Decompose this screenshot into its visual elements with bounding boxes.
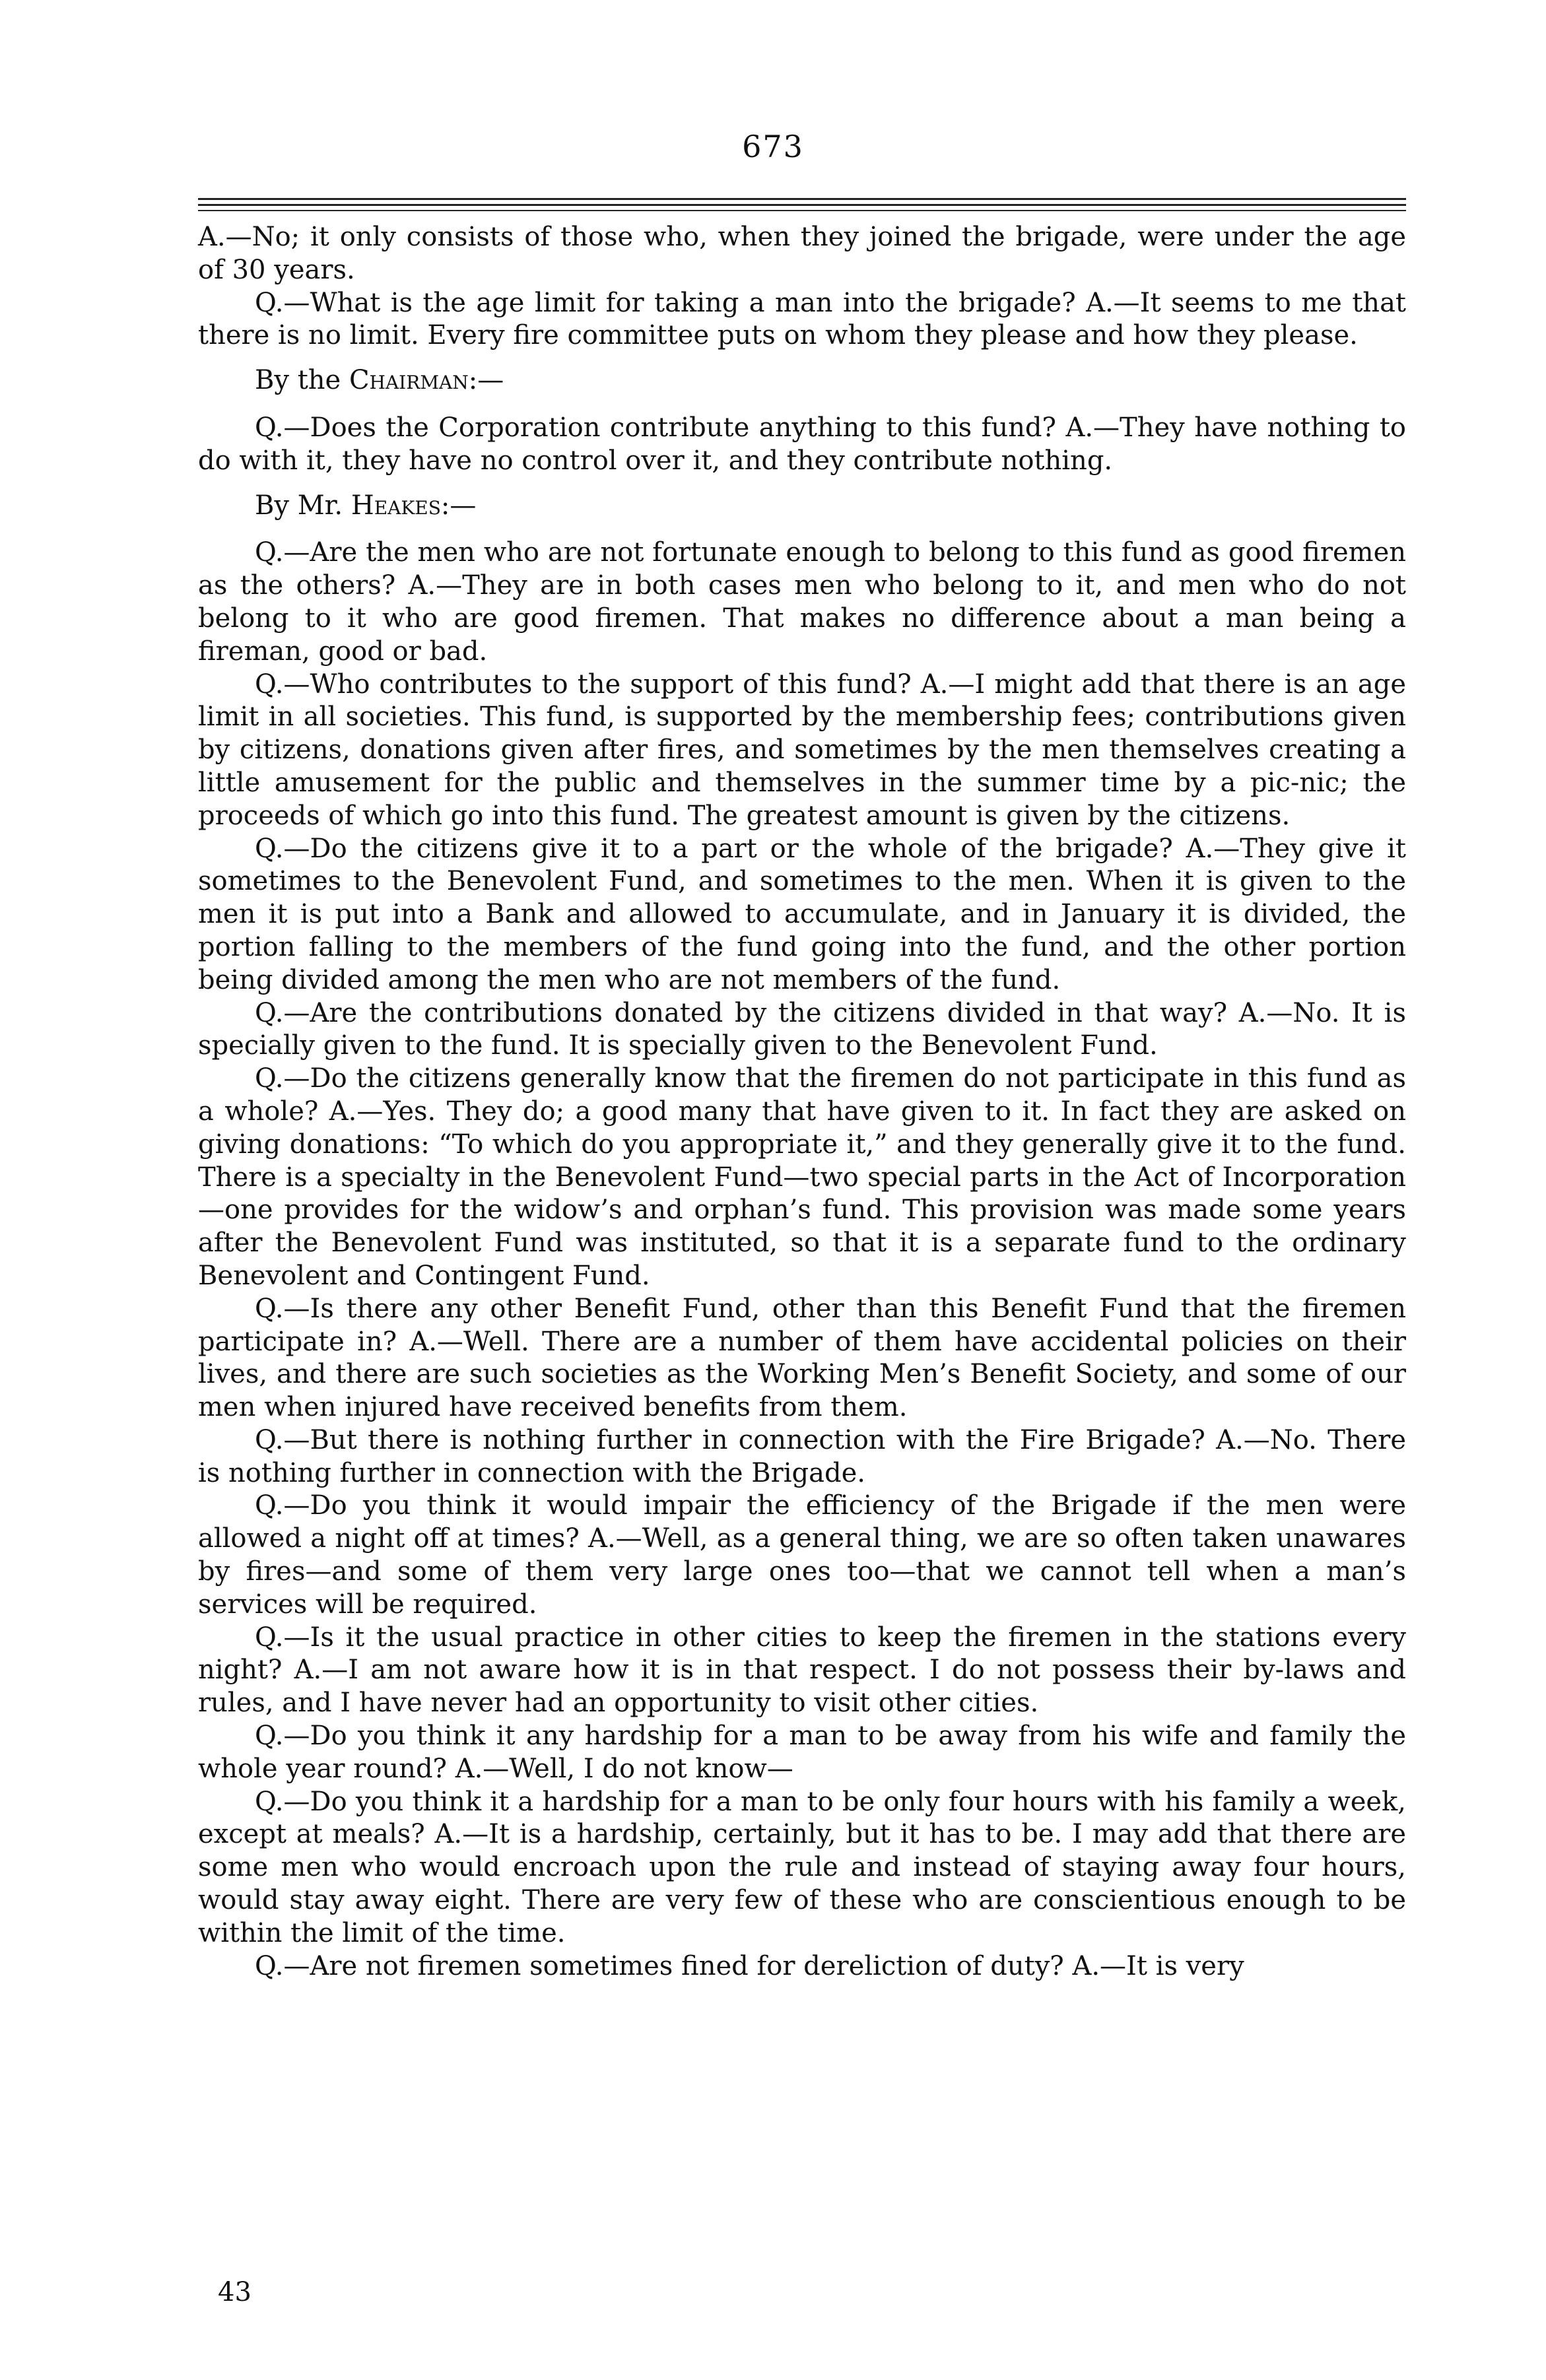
signature-mark: 43 [218,2277,252,2307]
paragraph: Q.—Do the citizens give it to a part or the whole of the brigade? A.—They give it sometimes to the Benevolent Fund, and sometimes to the men. When it is given to the men it is put into a Bank and allowed to accumulate, and in January it is divided, the portion falling to the members of the fund going into the fund, and the other portion being divided among the men who are not members of the fund. [198,833,1406,995]
paragraph: Q.—What is the age limit for taking a man into the brigade? A.—It seems to me that there is no limit. Every fire committee puts on whom they please and how they please. [198,287,1406,351]
header-rule [198,198,1406,213]
paragraph: Q.—Do you think it would impair the efficiency of the Brigade if the men were allowed a night off at times? A.—Well, as a general thing, we are so often taken unawares by fires—and some of them very large ones too—that we cannot tell when a man’s services will be required. [198,1490,1406,1620]
paragraph: Q.—Is there any other Benefit Fund, other than this Benefit Fund that the firemen participate in? A.—Well. There are a number of them have accidental policies on their lives, and there are such societies as the Working Men’s Benefit Society, and some of our men when injured have received benefits from them. [198,1293,1406,1423]
paragraph: Q.—Do you think it a hardship for a man to be only four hours with his family a week, except at meals? A.—It is a hardship, certainly, but it has to be. I may add that there are some men who would encroach upon the rule and instead of staying away four hours, would stay away eight. There are very few of these who are conscientious enough to be within the limit of the time. [198,1786,1406,1948]
paragraph: Q.—Is it the usual practice in other cities to keep the firemen in the stations every night? A.—I am not aware how it is in that respect. I do not possess their by-laws and rules, and I have never had an opportunity to visit other cities. [198,1622,1406,1719]
paragraph: Q.—Who contributes to the support of this fund? A.—I might add that there is an age limit in all societies. This fund, is supported by the membership fees; contributions given by citizens, donations given after fires, and sometimes by the men themselves creating a little amusement for the public and themselves in the summer time by a pic-nic; the proceeds of which go into this fund. The greatest amount is given by the citizens. [198,669,1406,831]
body-text [198,221,1406,1983]
speaker-name: Chairman [349,365,469,396]
header-rule-line [198,198,1406,200]
speaker-name: Heakes [351,490,441,521]
page-number: 673 [742,129,804,164]
paragraph: A.—No; it only consists of those who, when they joined the brigade, were under the age of 30 years. [198,222,1406,285]
speaker-heading [198,490,1406,523]
speaker-heading [198,364,1406,397]
paragraph: Q.—Do the citizens generally know that the firemen do not participate in this fund as a whole? A.—Yes. They do; a good many that have given to it. In fact they are asked on giving donations: “To which do you appropriate it,” and they generally give it to the fund. There is a specialty in the Benevolent Fund—two special parts in the Act of Incorporation—one provides for the widow’s and orphan’s fund. This provision was made some years after the Benevolent Fund was instituted, so that it is a separate fund to the ordinary Benevolent and Contingent Fund. [198,1063,1406,1291]
paragraph: Q.—Does the Corporation contribute anything to this fund? A.—They have nothing to do with it, they have no control over it, and they contribute nothing. [198,412,1406,476]
speaker-prefix: By the [255,365,349,396]
paragraph: Q.—But there is nothing further in connection with the Fire Brigade? A.—No. There is nothing further in connection with the Brigade. [198,1424,1406,1488]
paragraph: Q.—Are not firemen sometimes fined for dereliction of duty? A.—It is very [255,1950,1244,1981]
header-rule-line [198,210,1406,211]
paragraph: Q.—Do you think it any hardship for a man to be away from his wife and family the whole year round? A.—Well, I do not know— [198,1721,1406,1784]
paragraph: Q.—Are the men who are not fortunate enough to belong to this fund as good firemen as the others? A.—They are in both cases men who belong to it, and men who do not belong to it who are good firemen. That makes no difference about a man being a fireman, good or bad. [198,537,1406,667]
header-rule-line [198,204,1406,206]
paragraph: Q.—Are the contributions donated by the citizens divided in that way? A.—No. It is specially given to the fund. It is specially given to the Benevolent Fund. [198,997,1406,1061]
speaker-prefix: By Mr. [255,490,351,521]
speaker-suffix: :— [468,365,504,396]
speaker-suffix: :— [440,490,477,521]
